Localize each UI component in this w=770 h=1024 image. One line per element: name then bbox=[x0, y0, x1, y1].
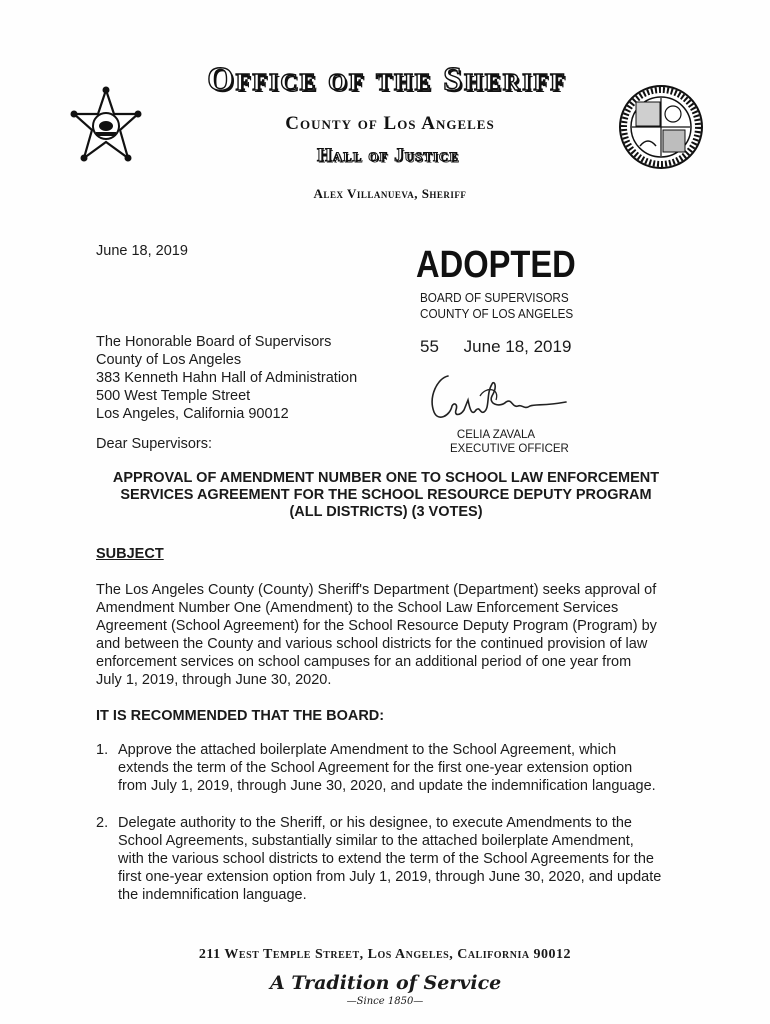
adopted-stamp: ADOPTED bbox=[416, 244, 576, 286]
hall-name: Hall of Justice bbox=[317, 145, 459, 166]
paragraph-line: Amendment Number One (Amendment) to the School Law Enforcement Services bbox=[96, 600, 619, 616]
signature-image bbox=[420, 366, 570, 428]
item-line: School Agreements, substantially similar to the attached boilerplate Amendment, bbox=[118, 833, 634, 849]
heading-line: SERVICES AGREEMENT FOR THE SCHOOL RESOURCE DEPUTY PROGRAM bbox=[120, 487, 652, 503]
footer-since: —Since 1850— bbox=[346, 996, 424, 1007]
address-line: County of Los Angeles bbox=[96, 352, 242, 368]
office-title: Office of the Sheriff bbox=[207, 61, 567, 98]
item-line: from July 1, 2019, through June 30, 2020, and update the indemnification language. bbox=[118, 778, 656, 794]
adoption-date: June 18, 2019 bbox=[463, 337, 572, 356]
heading-line: (ALL DISTRICTS) (3 VOTES) bbox=[289, 504, 483, 520]
item-line: the indemnification language. bbox=[118, 887, 307, 903]
item-line: extends the term of the School Agreement for the first one-year extension option bbox=[118, 760, 633, 776]
footer-address: 211 West Temple Street, Los Angeles, California 90012 bbox=[198, 947, 572, 962]
stamp-item-line bbox=[420, 337, 571, 357]
paragraph-line: Agreement (School Agreement) for the School Resource Deputy Program (Program) by bbox=[96, 618, 657, 634]
item-number: 2. bbox=[96, 815, 109, 831]
address-line: 500 West Temple Street bbox=[96, 388, 251, 404]
address-line: The Honorable Board of Supervisors bbox=[96, 334, 332, 350]
heading-line: APPROVAL OF AMENDMENT NUMBER ONE TO SCHOOL LAW ENFORCEMENT bbox=[112, 470, 660, 486]
county-name: County of Los Angeles bbox=[285, 113, 495, 134]
paragraph-line: July 1, 2019, through June 30, 2020. bbox=[96, 672, 332, 688]
item-line: Approve the attached boilerplate Amendment to the School Agreement, which bbox=[118, 742, 617, 758]
address-line: Los Angeles, California 90012 bbox=[96, 406, 289, 422]
item-body bbox=[118, 814, 661, 904]
officer-name: CELIA ZAVALA bbox=[456, 429, 536, 441]
sheriff-star-badge bbox=[70, 86, 142, 172]
item-number: 1. bbox=[96, 742, 109, 758]
address-line: 383 Kenneth Hahn Hall of Administration bbox=[96, 370, 358, 386]
footer-motto: A Tradition of Service bbox=[270, 972, 502, 994]
item-line: first one-year extension option from July 1, 2019, through June 30, 2020, and update bbox=[118, 869, 662, 885]
board-name: BOARD OF SUPERVISORS bbox=[420, 290, 569, 305]
subject-paragraph bbox=[96, 581, 681, 689]
paragraph-line: The Los Angeles County (County) Sheriff's Department (Department) seeks approval of bbox=[96, 582, 657, 598]
item-body bbox=[118, 741, 656, 795]
board-county: COUNTY OF LOS ANGELES bbox=[420, 306, 574, 321]
county-seal bbox=[618, 84, 704, 170]
board-block bbox=[420, 290, 573, 322]
paragraph-line: and between the County and various school districts for the continued provision of law bbox=[96, 636, 648, 652]
letter-heading bbox=[96, 470, 676, 521]
item-line: Delegate authority to the Sheriff, or his designee, to execute Amendments to the bbox=[118, 815, 632, 831]
item-line: with the various school districts to extend the term of the School Agreements for the bbox=[118, 851, 654, 867]
subject-label: SUBJECT bbox=[96, 546, 164, 562]
officer-block bbox=[450, 428, 569, 456]
letter-date: June 18, 2019 bbox=[96, 243, 188, 259]
salutation: Dear Supervisors: bbox=[96, 436, 213, 452]
recipient-address bbox=[96, 333, 357, 423]
sheriff-name: Alex Villanueva, Sheriff bbox=[313, 186, 467, 201]
paragraph-line: enforcement services on school campuses for an additional period of one year from bbox=[96, 654, 632, 670]
item-number: 55 bbox=[420, 337, 439, 356]
recommendation-label: IT IS RECOMMENDED THAT THE BOARD: bbox=[96, 708, 385, 724]
officer-title: EXECUTIVE OFFICER bbox=[450, 443, 569, 455]
